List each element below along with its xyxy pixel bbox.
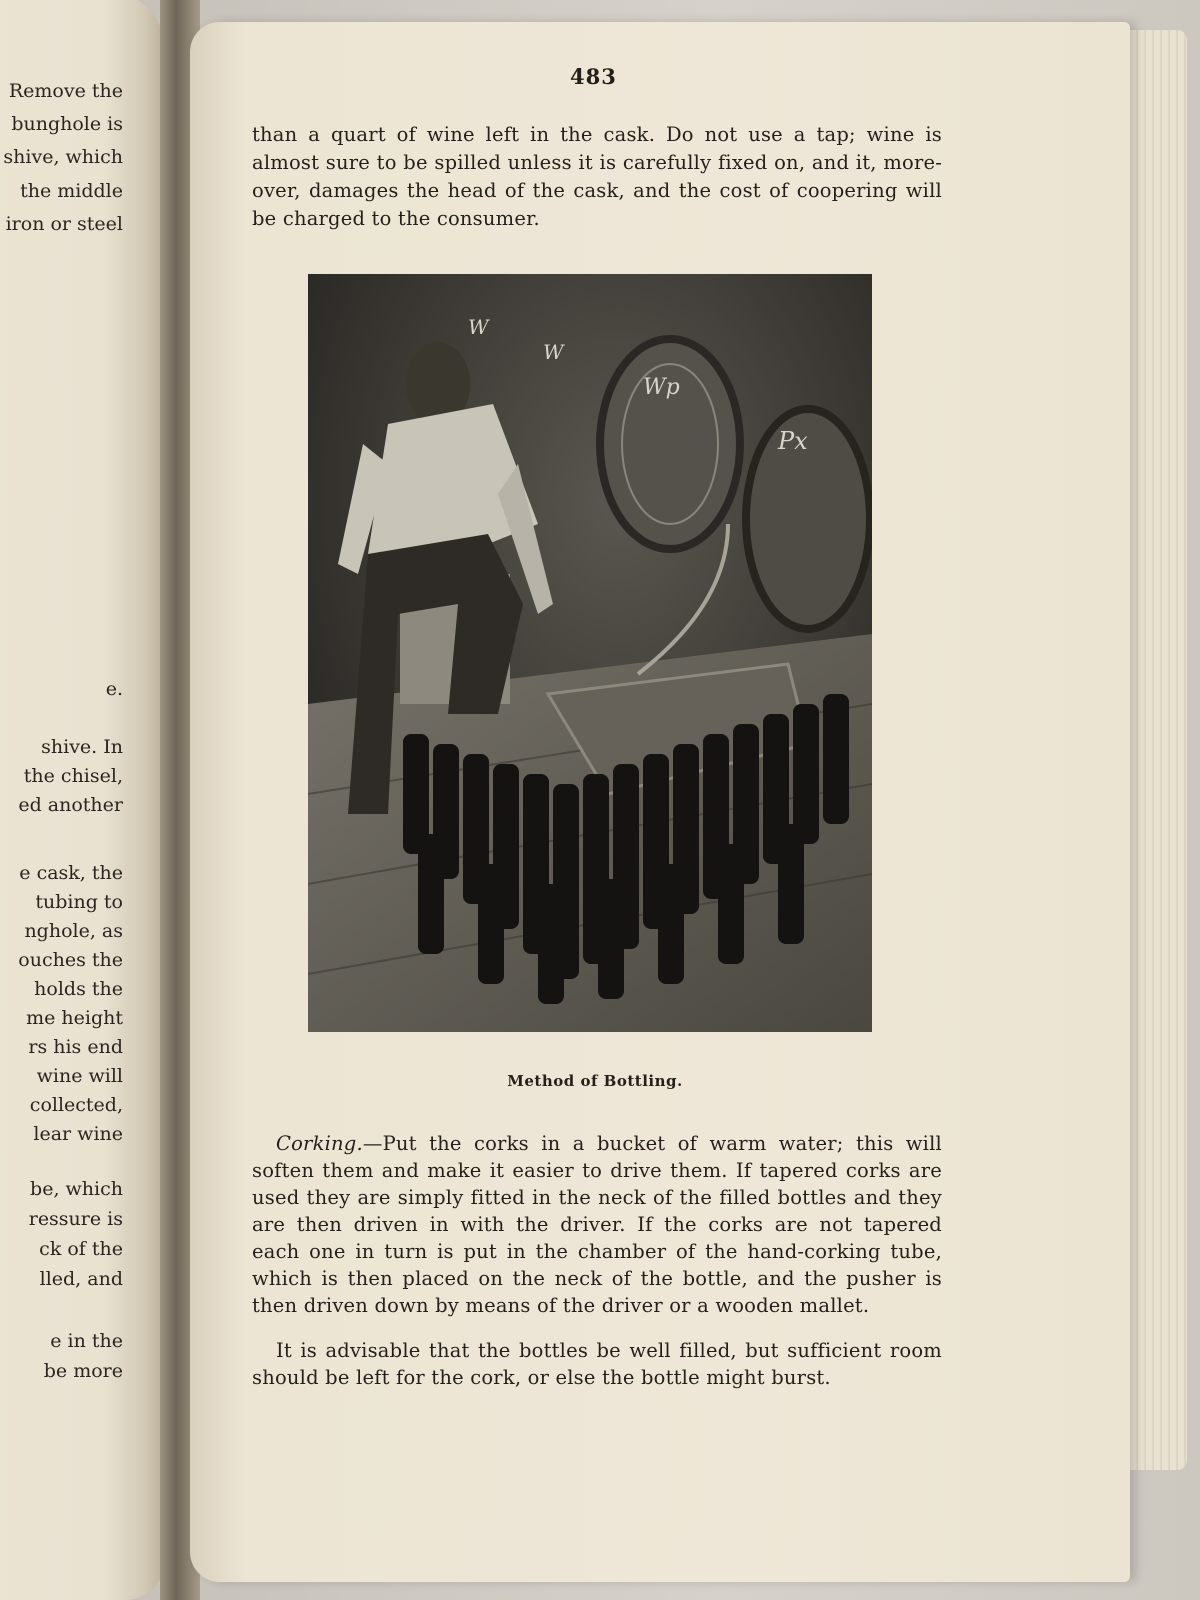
left-page	[0, 0, 165, 1600]
chalk-mark: Px	[778, 427, 808, 455]
left-page-line: wine will	[36, 1065, 123, 1087]
corking-line	[252, 1131, 942, 1157]
left-page-line: holds the	[34, 978, 123, 1000]
corking-line: soften them and make it easier to drive them. If tapered corks are	[252, 1159, 942, 1182]
left-page-line: ed another	[18, 794, 123, 816]
corking-heading: Corking.	[276, 1132, 363, 1155]
left-page-line: rs his end	[28, 1036, 123, 1058]
left-page-line: the chisel,	[23, 765, 123, 787]
left-page-line: be, which	[30, 1178, 123, 1200]
left-page-line: be more	[43, 1360, 123, 1382]
chalk-mark: Wp	[643, 375, 680, 400]
left-page-line: the middle	[20, 180, 123, 202]
left-page-line: lled, and	[39, 1268, 123, 1290]
bottling-photo-illustration	[308, 274, 872, 1032]
left-page-line: shive, which	[3, 146, 123, 168]
left-page-line: iron or steel	[5, 213, 123, 235]
wine-cask-1	[600, 339, 740, 549]
corking-line: used they are simply fitted in the neck of the filled bottles and they	[252, 1186, 942, 1209]
intro-line: almost sure to be spilled unless it is carefully fixed on, and it, more-	[252, 151, 942, 174]
intro-line: be charged to the consumer.	[252, 207, 540, 230]
intro-line: than a quart of wine left in the cask. Do not use a tap; wine is	[252, 123, 942, 146]
left-page-line: shive. In	[41, 736, 123, 758]
left-page-line: me height	[26, 1007, 123, 1029]
left-page-line: e cask, the	[19, 862, 123, 884]
closing-line: should be left for the cork, or else the bottle might burst.	[252, 1366, 831, 1389]
left-page-line: nghole, as	[24, 920, 123, 942]
page-number: 483	[570, 64, 617, 89]
chalk-mark: W	[468, 315, 489, 339]
left-page-line: Remove the	[8, 80, 123, 102]
chalk-mark: W	[543, 340, 564, 364]
corking-line: then driven down by means of the driver or a wooden mallet.	[252, 1294, 870, 1317]
corking-line-text: —Put the corks in a bucket of warm water; this will	[362, 1132, 942, 1155]
left-page-line: collected,	[29, 1094, 123, 1116]
left-page-line: ouches the	[18, 949, 123, 971]
left-page-line: ressure is	[28, 1208, 123, 1230]
bottling-photo	[308, 274, 872, 1032]
closing-line: It is advisable that the bottles be well filled, but sufficient room	[276, 1339, 942, 1362]
figure-caption: Method of Bottling.	[507, 1072, 683, 1090]
left-page-line: e in the	[50, 1330, 123, 1352]
left-page-line: lear wine	[33, 1123, 123, 1145]
intro-line: over, damages the head of the cask, and the cost of coopering will	[252, 179, 942, 202]
left-page-line: tubing to	[35, 891, 123, 913]
left-page-line: ck of the	[39, 1238, 123, 1260]
corking-line: which is then placed on the neck of the bottle, and the pusher is	[252, 1267, 942, 1290]
corking-line: each one in turn is put in the chamber of the hand-corking tube,	[252, 1240, 942, 1263]
left-page-line: e.	[105, 678, 123, 700]
corking-line: are then driven in with the driver. If the corks are not tapered	[252, 1213, 942, 1236]
left-page-line: bunghole is	[11, 113, 123, 135]
wine-cask-2	[746, 409, 870, 629]
